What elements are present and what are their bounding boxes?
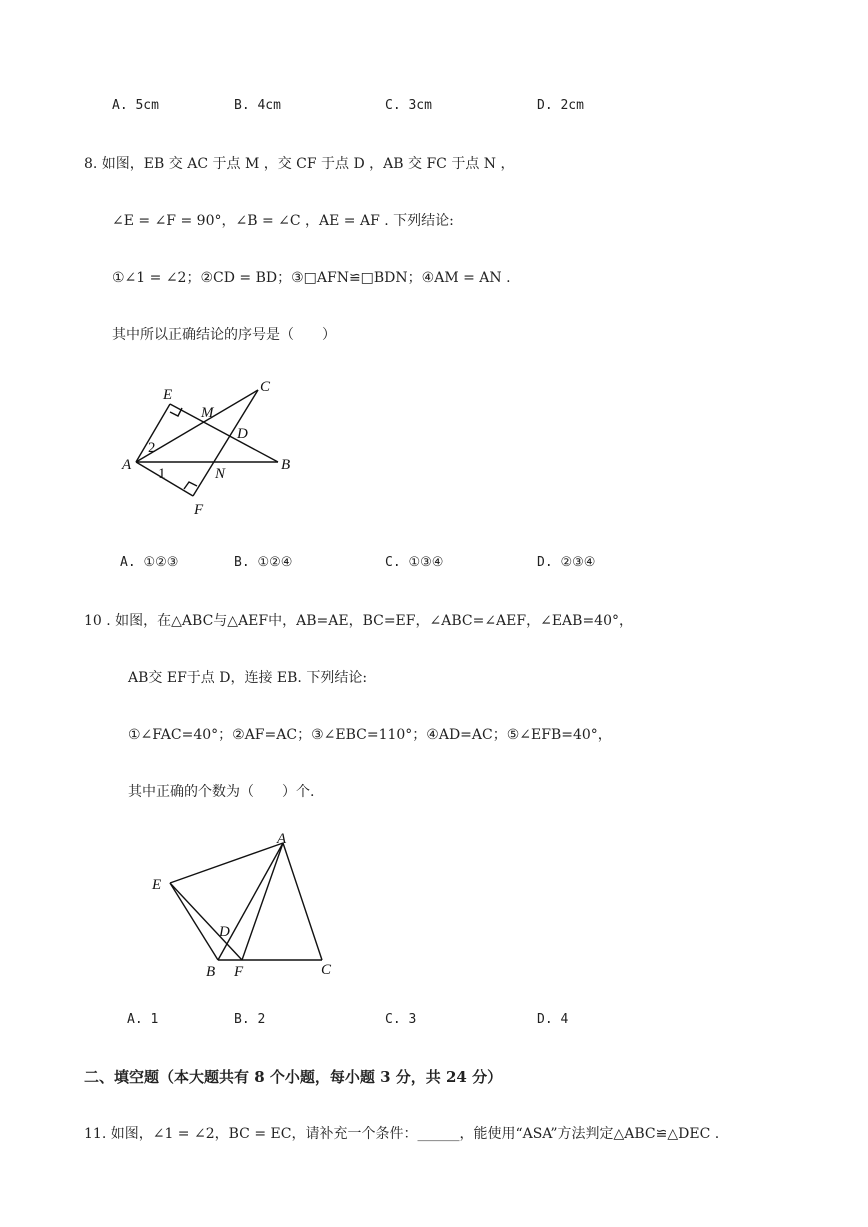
q10-label-e: E [152, 877, 162, 893]
q10-label-f: F [234, 964, 244, 978]
q11-text: 11. 如图，∠1 = ∠2，BC = EC，请补充一个条件：______，能使用“ASA”方法判定△ABC≌△DEC . [84, 1126, 720, 1142]
q8-label-m: M [201, 405, 214, 421]
q10-label-d: D [219, 924, 230, 940]
q8-label-1: 1 [158, 466, 166, 482]
q8-stem: 8. 如图，EB 交 AC 于点 M ，交 CF 于点 D ，AB 交 FC 于点 N ， [84, 156, 515, 172]
q8-label-2: 2 [148, 440, 156, 456]
q8-conditions: ∠E = ∠F = 90°，∠B = ∠C ，AE = AF . 下列结论: [112, 213, 454, 229]
q8-label-d: D [237, 426, 248, 442]
q8-option-b[interactable]: B. ①②④ [234, 555, 293, 570]
q8-label-e: E [163, 387, 173, 403]
q10-option-b[interactable]: B. 2 [234, 1012, 266, 1027]
q10-label-b: B [206, 964, 216, 978]
q8-label-b: B [281, 457, 291, 473]
q7-option-c[interactable]: C. 3cm [385, 98, 432, 113]
q8-conclusions: ①∠1 = ∠2；②CD = BD；③□AFN≌□BDN；④AM = AN . [112, 270, 511, 286]
section-2-heading: 二、填空题（本大题共有 8 个小题，每小题 3 分，共 24 分） [84, 1068, 503, 1086]
q10-label-a: A [277, 831, 287, 847]
q10-line2: AB交 EF于点 D，连接 EB. 下列结论: [128, 670, 368, 686]
q10-option-a[interactable]: A. 1 [127, 1012, 159, 1027]
q10-label-c: C [321, 962, 332, 978]
q8-label-a: A [122, 457, 132, 473]
q10-option-c[interactable]: C. 3 [385, 1012, 417, 1027]
q10-option-d[interactable]: D. 4 [537, 1012, 569, 1027]
q8-label-c: C [260, 379, 271, 395]
q8-label-f: F [194, 502, 204, 518]
q8-question: 其中所以正确结论的序号是（ ） [112, 327, 336, 343]
q7-option-a[interactable]: A. 5cm [112, 98, 159, 113]
q7-option-b[interactable]: B. 4cm [234, 98, 281, 113]
q8-option-a[interactable]: A. ①②③ [120, 555, 179, 570]
q10-stem: 10 . 如图，在△ABC与△AEF中，AB=AE，BC=EF，∠ABC=∠AEF，∠EAB=40°， [84, 613, 633, 629]
q10-figure [150, 828, 350, 978]
q8-figure [118, 378, 318, 518]
q7-option-d[interactable]: D. 2cm [537, 98, 584, 113]
q10-question: 其中正确的个数为（ ）个. [128, 784, 315, 800]
q8-option-c[interactable]: C. ①③④ [385, 555, 444, 570]
q8-option-d[interactable]: D. ②③④ [537, 555, 596, 570]
q10-conclusions: ①∠FAC=40°；②AF=AC；③∠EBC=110°；④AD=AC；⑤∠EFB=40°， [128, 727, 612, 743]
q8-label-n: N [215, 466, 226, 482]
